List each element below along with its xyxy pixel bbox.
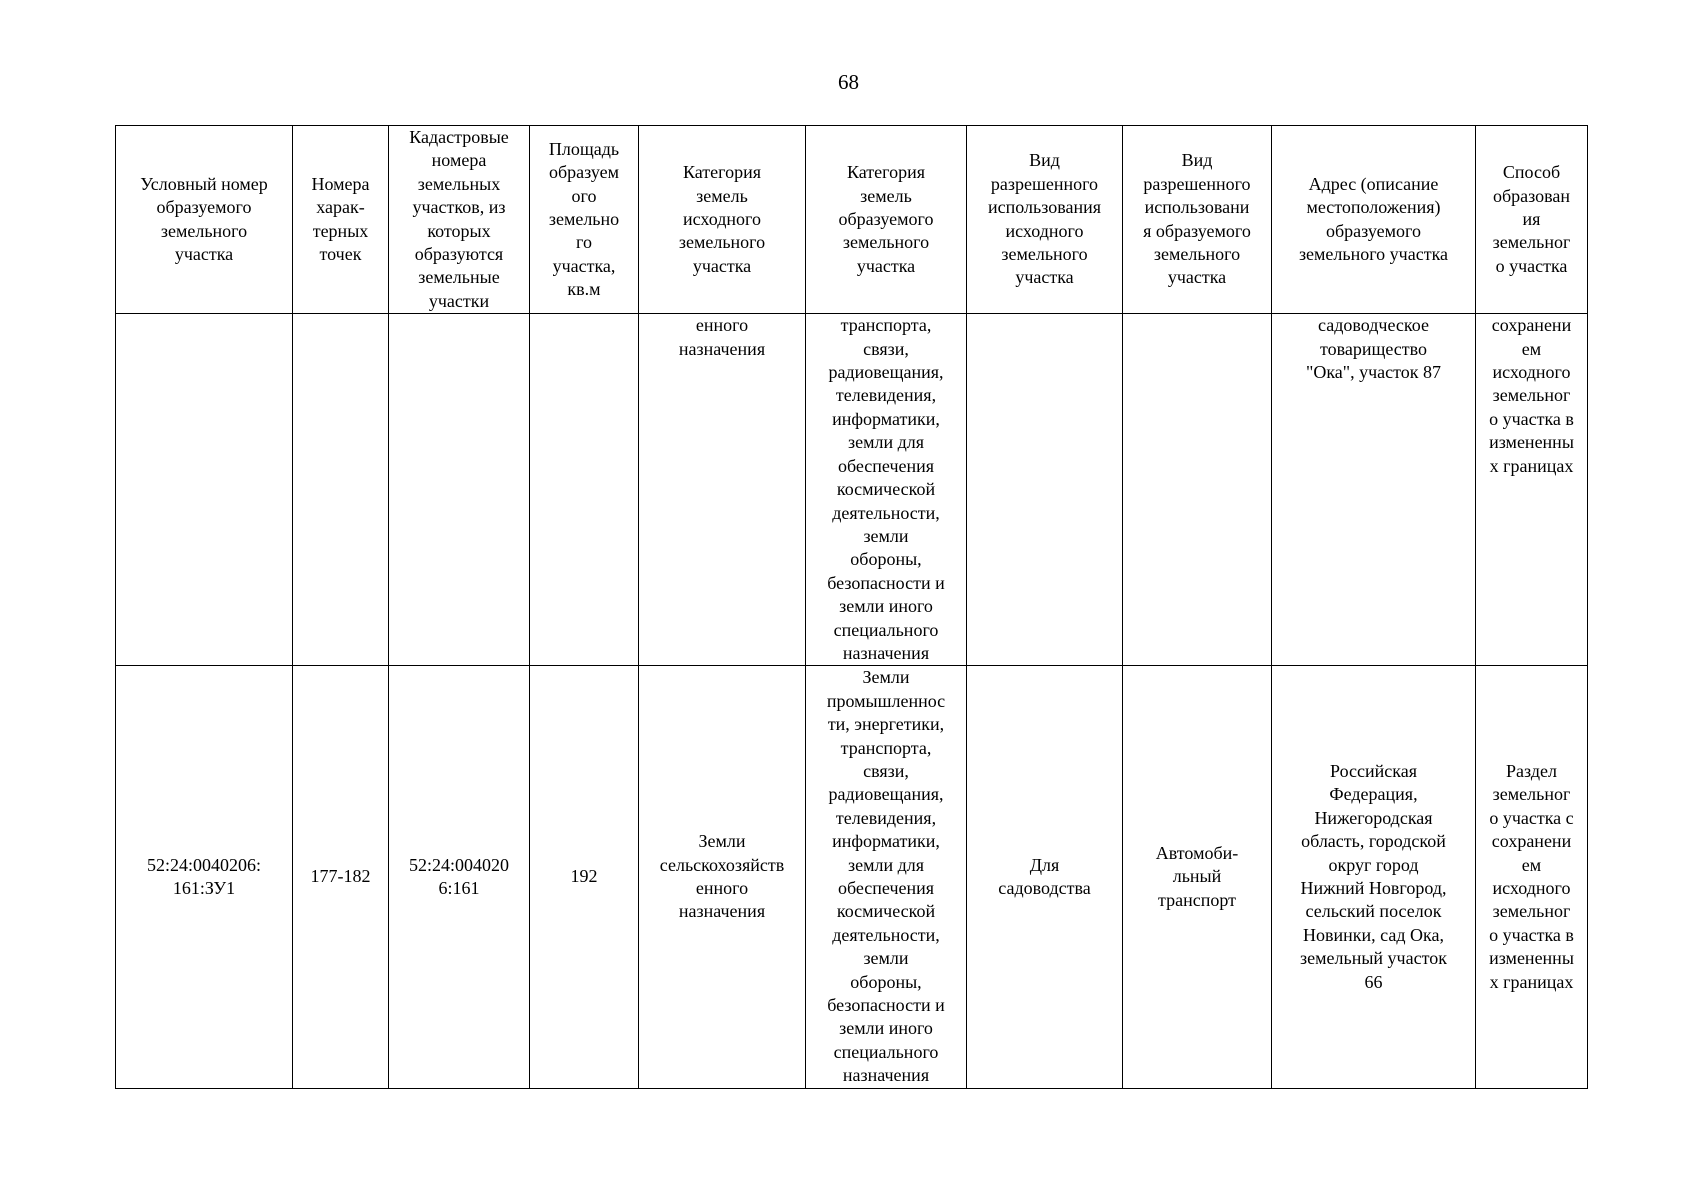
header-source-permitted-use: Вид разрешенного использования исходного земельного участка — [967, 126, 1123, 314]
table-cell — [293, 314, 389, 666]
table-cell: енного назначения — [639, 314, 806, 666]
header-new-land-category: Категория земель образуемого земельного участка — [806, 126, 967, 314]
land-plots-table — [115, 125, 1588, 1089]
table-cell: Российская Федерация, Нижегородская область, городской округ город Нижний Новгород, сельский поселок Новинки, сад Ока, земельный участок 66 — [1272, 666, 1476, 1088]
header-area: Площадь образуем ого земельно го участка, кв.м — [530, 126, 639, 314]
table-cell: Автомоби- льный транспорт — [1123, 666, 1272, 1088]
table-row — [116, 666, 1588, 1088]
table-cell: Раздел земельног о участка с сохранени ем исходного земельног о участка в измененны х границах — [1476, 666, 1588, 1088]
table-header-row — [116, 126, 1588, 314]
page-number: 68 — [838, 70, 859, 94]
table-cell: Земли сельскохозяйств енного назначения — [639, 666, 806, 1088]
table-cell — [389, 314, 530, 666]
table-cell: 52:24:0040206: 161:ЗУ1 — [116, 666, 293, 1088]
table-cell: 52:24:004020 6:161 — [389, 666, 530, 1088]
table-cell: Земли промышленнос ти, энергетики, транспорта, связи, радиовещания, телевидения, информатики, земли для обеспечения космической деятельности, земли обороны, безопасности и земли иного специального назначения — [806, 666, 967, 1088]
table-cell: Для садоводства — [967, 666, 1123, 1088]
header-conditional-number: Условный номер образуемого земельного участка — [116, 126, 293, 314]
header-formation-method: Способ образован ия земельног о участка — [1476, 126, 1588, 314]
table-cell: 177-182 — [293, 666, 389, 1088]
header-address: Адрес (описание местоположения) образуемого земельного участка — [1272, 126, 1476, 314]
table-cell — [116, 314, 293, 666]
header-source-cadastral-numbers: Кадастровые номера земельных участков, из которых образуются земельные участки — [389, 126, 530, 314]
table-row — [116, 314, 1588, 666]
table-cell: садоводческое товарищество "Ока", участок 87 — [1272, 314, 1476, 666]
table-cell: 192 — [530, 666, 639, 1088]
table-cell: сохранени ем исходного земельног о участка в измененны х границах — [1476, 314, 1588, 666]
header-new-permitted-use: Вид разрешенного использовани я образуемого земельного участка — [1123, 126, 1272, 314]
table-cell — [967, 314, 1123, 666]
table-cell — [1123, 314, 1272, 666]
header-source-land-category: Категория земель исходного земельного участка — [639, 126, 806, 314]
header-point-numbers: Номера харак- терных точек — [293, 126, 389, 314]
table-cell — [530, 314, 639, 666]
table-cell: транспорта, связи, радиовещания, телевидения, информатики, земли для обеспечения космической деятельности, земли обороны, безопасности и земли иного специального назначения — [806, 314, 967, 666]
